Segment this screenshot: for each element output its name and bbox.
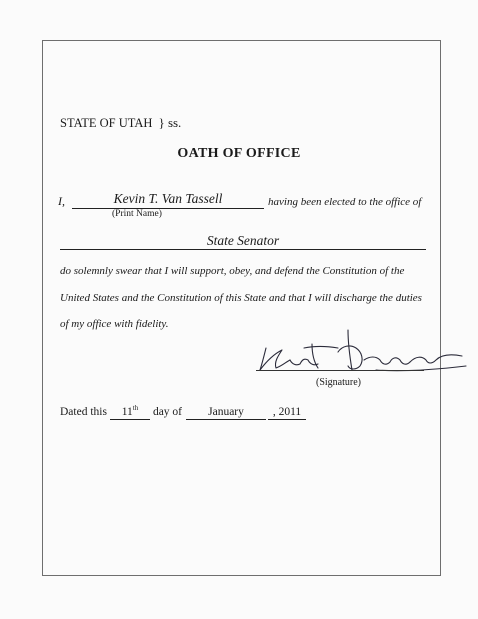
year-field [268, 406, 306, 420]
signature-caption: (Signature) [316, 377, 361, 388]
print-name-caption: (Print Name) [112, 209, 162, 219]
oath-text-line-3: of my office with fidelity. [60, 318, 169, 330]
dated-prefix: Dated this [60, 405, 107, 418]
office-title: State Senator [206, 233, 280, 248]
signature-line [256, 370, 424, 371]
day-value: 11 [121, 405, 133, 418]
official-name: Kevin T. Van Tassell [113, 191, 223, 206]
year-prefix: , [272, 405, 276, 418]
year-value: 2011 [278, 405, 302, 418]
state-heading [60, 115, 181, 131]
day-of-text: day of [152, 405, 183, 418]
handwritten-signature [252, 326, 472, 376]
having-elected-text: having been elected to the office of [268, 196, 422, 208]
state-name: STATE OF UTAH [60, 116, 153, 130]
document-title: OATH OF OFFICE [177, 146, 301, 161]
state-suffix: } ss. [158, 115, 182, 130]
oath-text-line-1: do solemnly swear that I will support, obey, and defend the Constitution of the [60, 265, 405, 277]
day-field [110, 402, 150, 420]
oath-text-line-2: United States and the Constitution of this State and that I will discharge the duties [60, 292, 422, 304]
month-field [186, 406, 266, 420]
oath-pronoun: I, [58, 194, 65, 208]
month-value: January [208, 405, 244, 418]
day-suffix: th [132, 404, 139, 412]
dated-line [60, 402, 306, 420]
